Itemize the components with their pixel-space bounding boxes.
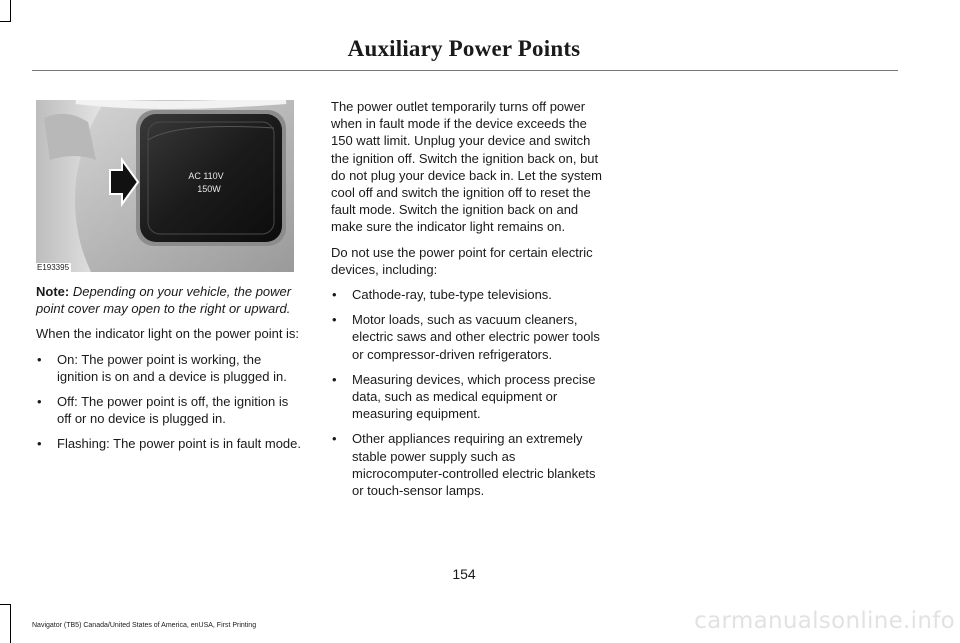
indicator-states-list [36,351,306,453]
list-item [36,435,306,452]
right-column [331,98,603,507]
crop-mark-top-left-vertical [10,0,11,22]
crop-mark-bottom-left-horizontal [0,604,11,605]
list-item-text: Flashing: The power point is in fault mode. [57,436,302,452]
note-paragraph [36,283,306,317]
power-point-illustration [36,100,294,272]
page-number: 154 [452,566,476,582]
restricted-devices-intro: Do not use the power point for certain electric devices, including: [331,244,593,277]
bullet-glyph: • [37,394,42,410]
bullet-glyph: • [37,436,42,452]
list-item-text: On: The power point is working, the ignition is on and a device is plugged in. [57,351,287,384]
list-item-text: Off: The power point is off, the ignition is off or no device is plugged in. [57,394,289,427]
figure-id: E193395 [37,263,70,272]
list-item [36,351,306,385]
note-label: Note: [36,284,70,299]
list-item [331,286,603,303]
restricted-devices-list [331,286,603,499]
crop-mark-bottom-left-vertical [10,604,11,643]
outlet-label-wattage: 150W [197,184,221,194]
power-point-drawing [36,100,294,272]
bullet-glyph: • [332,431,337,447]
fault-mode-paragraph: The power outlet temporarily turns off power when in fault mode if the device exceeds the 150 watt limit. Unplug your device and switch the ignition off. Switch the ignition back on, but do not plug your device back in. Let the system cool off and switch the ignition off to reset the fault mode. Switch the ignition back on and make sure the indicator light remains on. [331,99,602,235]
bullet-glyph: • [332,312,337,328]
title-rule [32,70,898,71]
outlet-label-voltage: AC 110V [188,171,224,181]
left-column [36,283,306,461]
list-item [36,393,306,427]
list-item-text: Other appliances requiring an extremely stable power supply such as microcomputer-controlled electric blankets or touch-sensor lamps. [352,431,596,499]
list-item-text: Cathode-ray, tube-type televisions. [352,287,552,303]
list-item [331,311,603,363]
list-item [331,371,603,423]
list-item-text: Measuring devices, which process precise data, such as medical equipment or measuring equipment. [352,371,596,422]
bullet-glyph: • [332,287,337,303]
footer-text: Navigator (TB5) Canada/United States of America, enUSA, First Printing [32,622,257,629]
bullet-glyph: • [332,371,337,387]
watermark: carmanualsonline.info [694,608,955,634]
indicator-intro: When the indicator light on the power point is: [36,326,300,342]
bullet-glyph: • [37,351,42,367]
page-title: Auxiliary Power Points [347,36,581,61]
note-text: Depending on your vehicle, the power point cover may open to the right or upward. [36,284,292,317]
list-item [331,430,603,499]
crop-mark-top-left-horizontal [0,21,11,22]
list-item-text: Motor loads, such as vacuum cleaners, electric saws and other electric power tools or compressor-driven refrigerators. [352,312,600,362]
